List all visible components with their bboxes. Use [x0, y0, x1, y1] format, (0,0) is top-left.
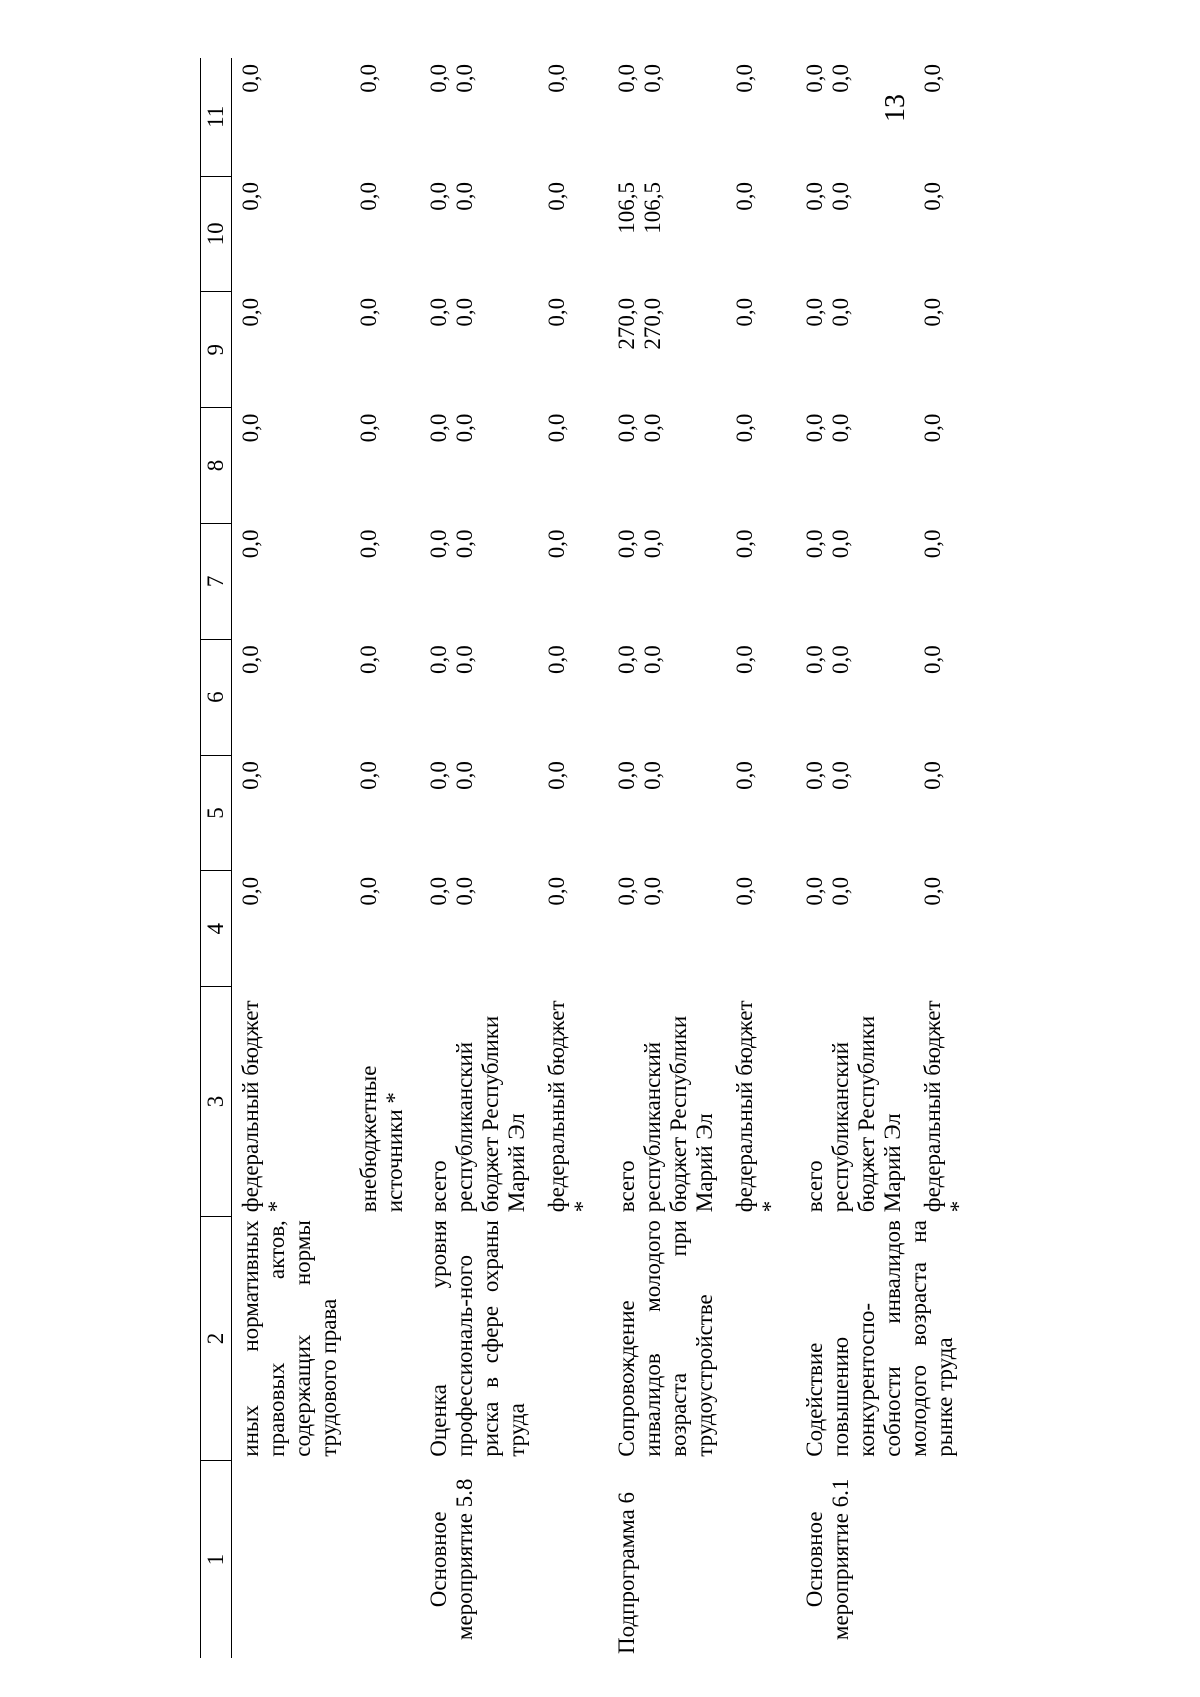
row-name-cell: Основное мероприятие 5.8 — [426, 1478, 477, 1641]
value-cell: 0,0 — [640, 529, 665, 559]
value-cell: 0,0 — [802, 876, 827, 906]
value-cell: 0,0 — [452, 529, 477, 559]
value-cell: 0,0 — [614, 64, 639, 93]
funding-source-cell: всего — [614, 1160, 639, 1213]
value-cell: 0,0 — [828, 645, 853, 675]
value-cell: 0,0 — [426, 876, 451, 906]
row-description-cell: иных нормативных правовых актов, содержащих нормы трудового права — [238, 1220, 341, 1457]
value-cell: 0,0 — [544, 413, 569, 443]
value-cell: 0,0 — [238, 182, 263, 211]
value-cell: 0,0 — [614, 645, 639, 675]
value-cell: 0,0 — [802, 182, 827, 211]
funding-source-cell: республиканский бюджет Республики Марий Эл — [828, 1015, 905, 1213]
row-name-cell — [232, 1461, 343, 1658]
value-cell: 0,0 — [920, 529, 945, 559]
value-cell: 0,0 — [640, 645, 665, 675]
value-cell: 0,0 — [238, 761, 263, 790]
value-cell: 270,0 — [614, 297, 639, 350]
value-cell: 0,0 — [426, 413, 451, 443]
row-name-cell — [342, 1461, 408, 1658]
column-header: 1 — [201, 1461, 232, 1658]
value-cell: 0,0 — [544, 876, 569, 906]
column-header: 9 — [201, 292, 232, 408]
row-description-cell: Содействие повышению конкурентоспо-собности инвалидов молодого возраста на рынке труда — [802, 1220, 957, 1457]
value-cell: 0,0 — [732, 645, 757, 675]
row-description-cell: Оценка уровня профессиональ-ного риска в сфере охраны труда — [426, 1220, 529, 1457]
value-cell: 0,0 — [828, 529, 853, 559]
value-cell: 106,5 — [640, 182, 665, 234]
value-cell: 0,0 — [544, 529, 569, 559]
value-cell: 0,0 — [614, 529, 639, 559]
value-cell: 0,0 — [640, 761, 665, 790]
table-row — [596, 58, 640, 1658]
value-cell: 0,0 — [356, 645, 381, 675]
value-cell: 0,0 — [640, 413, 665, 443]
value-cell: 0,0 — [802, 529, 827, 559]
value-cell: 0,0 — [356, 182, 381, 211]
table-row — [784, 58, 828, 1658]
value-cell: 0,0 — [920, 182, 945, 211]
value-cell: 0,0 — [544, 645, 569, 675]
value-cell: 0,0 — [920, 64, 945, 93]
funding-table — [200, 58, 972, 1658]
value-cell: 0,0 — [426, 182, 451, 211]
value-cell: 0,0 — [920, 761, 945, 790]
value-cell: 0,0 — [732, 529, 757, 559]
value-cell: 0,0 — [828, 413, 853, 443]
value-cell: 0,0 — [356, 876, 381, 906]
value-cell: 0,0 — [356, 413, 381, 443]
value-cell: 0,0 — [802, 64, 827, 93]
value-cell: 0,0 — [828, 64, 853, 93]
value-cell: 106,5 — [614, 182, 639, 234]
funding-source-cell: федеральный бюджет * — [732, 1000, 783, 1213]
value-cell: 0,0 — [920, 297, 945, 327]
value-cell: 0,0 — [828, 297, 853, 327]
funding-source-cell: республиканский бюджет Республики Марий Эл — [452, 1015, 529, 1213]
value-cell: 0,0 — [452, 64, 477, 93]
rotated-table-wrapper — [200, 58, 1200, 1658]
value-cell: 0,0 — [640, 64, 665, 93]
value-cell: 0,0 — [452, 297, 477, 327]
column-header: 10 — [201, 176, 232, 292]
table-row — [408, 58, 452, 1658]
value-cell: 0,0 — [732, 64, 757, 93]
value-cell: 0,0 — [426, 529, 451, 559]
funding-source-cell: внебюджетные источники * — [356, 1065, 407, 1213]
value-cell: 0,0 — [452, 876, 477, 906]
column-header: 5 — [201, 755, 232, 871]
value-cell: 0,0 — [732, 761, 757, 790]
value-cell: 270,0 — [640, 297, 665, 350]
table-row — [342, 58, 408, 1658]
value-cell: 0,0 — [452, 182, 477, 211]
value-cell: 0,0 — [544, 761, 569, 790]
value-cell: 0,0 — [452, 413, 477, 443]
value-cell: 0,0 — [732, 182, 757, 211]
value-cell: 0,0 — [238, 64, 263, 93]
value-cell: 0,0 — [802, 413, 827, 443]
column-header: 7 — [201, 523, 232, 639]
funding-source-cell: федеральный бюджет * — [544, 1000, 595, 1213]
value-cell: 0,0 — [426, 297, 451, 327]
value-cell: 0,0 — [614, 413, 639, 443]
funding-source-cell: всего — [802, 1160, 827, 1213]
column-header: 2 — [201, 1216, 232, 1461]
column-header: 3 — [201, 987, 232, 1216]
column-header: 4 — [201, 871, 232, 987]
value-cell: 0,0 — [920, 876, 945, 906]
row-description-cell: Сопровождение инвалидов молодого возраста при трудоустройстве — [614, 1220, 717, 1457]
value-cell: 0,0 — [238, 645, 263, 675]
row-name-cell: Подпрограмма 6 — [614, 1491, 639, 1654]
value-cell: 0,0 — [356, 761, 381, 790]
value-cell: 0,0 — [802, 761, 827, 790]
value-cell: 0,0 — [238, 297, 263, 327]
value-cell: 0,0 — [452, 761, 477, 790]
value-cell: 0,0 — [828, 876, 853, 906]
value-cell: 0,0 — [732, 876, 757, 906]
value-cell: 0,0 — [802, 297, 827, 327]
value-cell: 0,0 — [544, 64, 569, 93]
value-cell: 0,0 — [356, 64, 381, 93]
table-row — [232, 58, 343, 1658]
funding-source-cell: всего — [426, 1160, 451, 1213]
column-header: 11 — [201, 58, 232, 176]
value-cell: 0,0 — [614, 876, 639, 906]
value-cell: 0,0 — [920, 645, 945, 675]
value-cell: 0,0 — [426, 64, 451, 93]
value-cell: 0,0 — [426, 761, 451, 790]
value-cell: 0,0 — [732, 297, 757, 327]
header-row — [201, 58, 232, 1658]
funding-source-cell: федеральный бюджет * — [238, 1000, 289, 1213]
value-cell: 0,0 — [426, 645, 451, 675]
value-cell: 0,0 — [238, 876, 263, 906]
funding-source-cell: республиканский бюджет Республики Марий Эл — [640, 1015, 717, 1213]
value-cell: 0,0 — [828, 182, 853, 211]
row-description-cell — [342, 1216, 408, 1461]
column-header: 8 — [201, 408, 232, 524]
value-cell: 0,0 — [356, 529, 381, 559]
value-cell: 0,0 — [640, 876, 665, 906]
row-name-cell: Основное мероприятие 6.1 — [802, 1478, 853, 1641]
value-cell: 0,0 — [238, 529, 263, 559]
value-cell: 0,0 — [802, 645, 827, 675]
value-cell: 0,0 — [452, 645, 477, 675]
funding-source-cell: федеральный бюджет * — [920, 1000, 971, 1213]
value-cell: 0,0 — [614, 761, 639, 790]
page-number: 13 — [880, 94, 911, 122]
value-cell: 0,0 — [544, 297, 569, 327]
value-cell: 0,0 — [732, 413, 757, 443]
value-cell: 0,0 — [920, 413, 945, 443]
value-cell: 0,0 — [238, 413, 263, 443]
value-cell: 0,0 — [356, 297, 381, 327]
column-header: 6 — [201, 639, 232, 755]
value-cell: 0,0 — [828, 761, 853, 790]
value-cell: 0,0 — [544, 182, 569, 211]
